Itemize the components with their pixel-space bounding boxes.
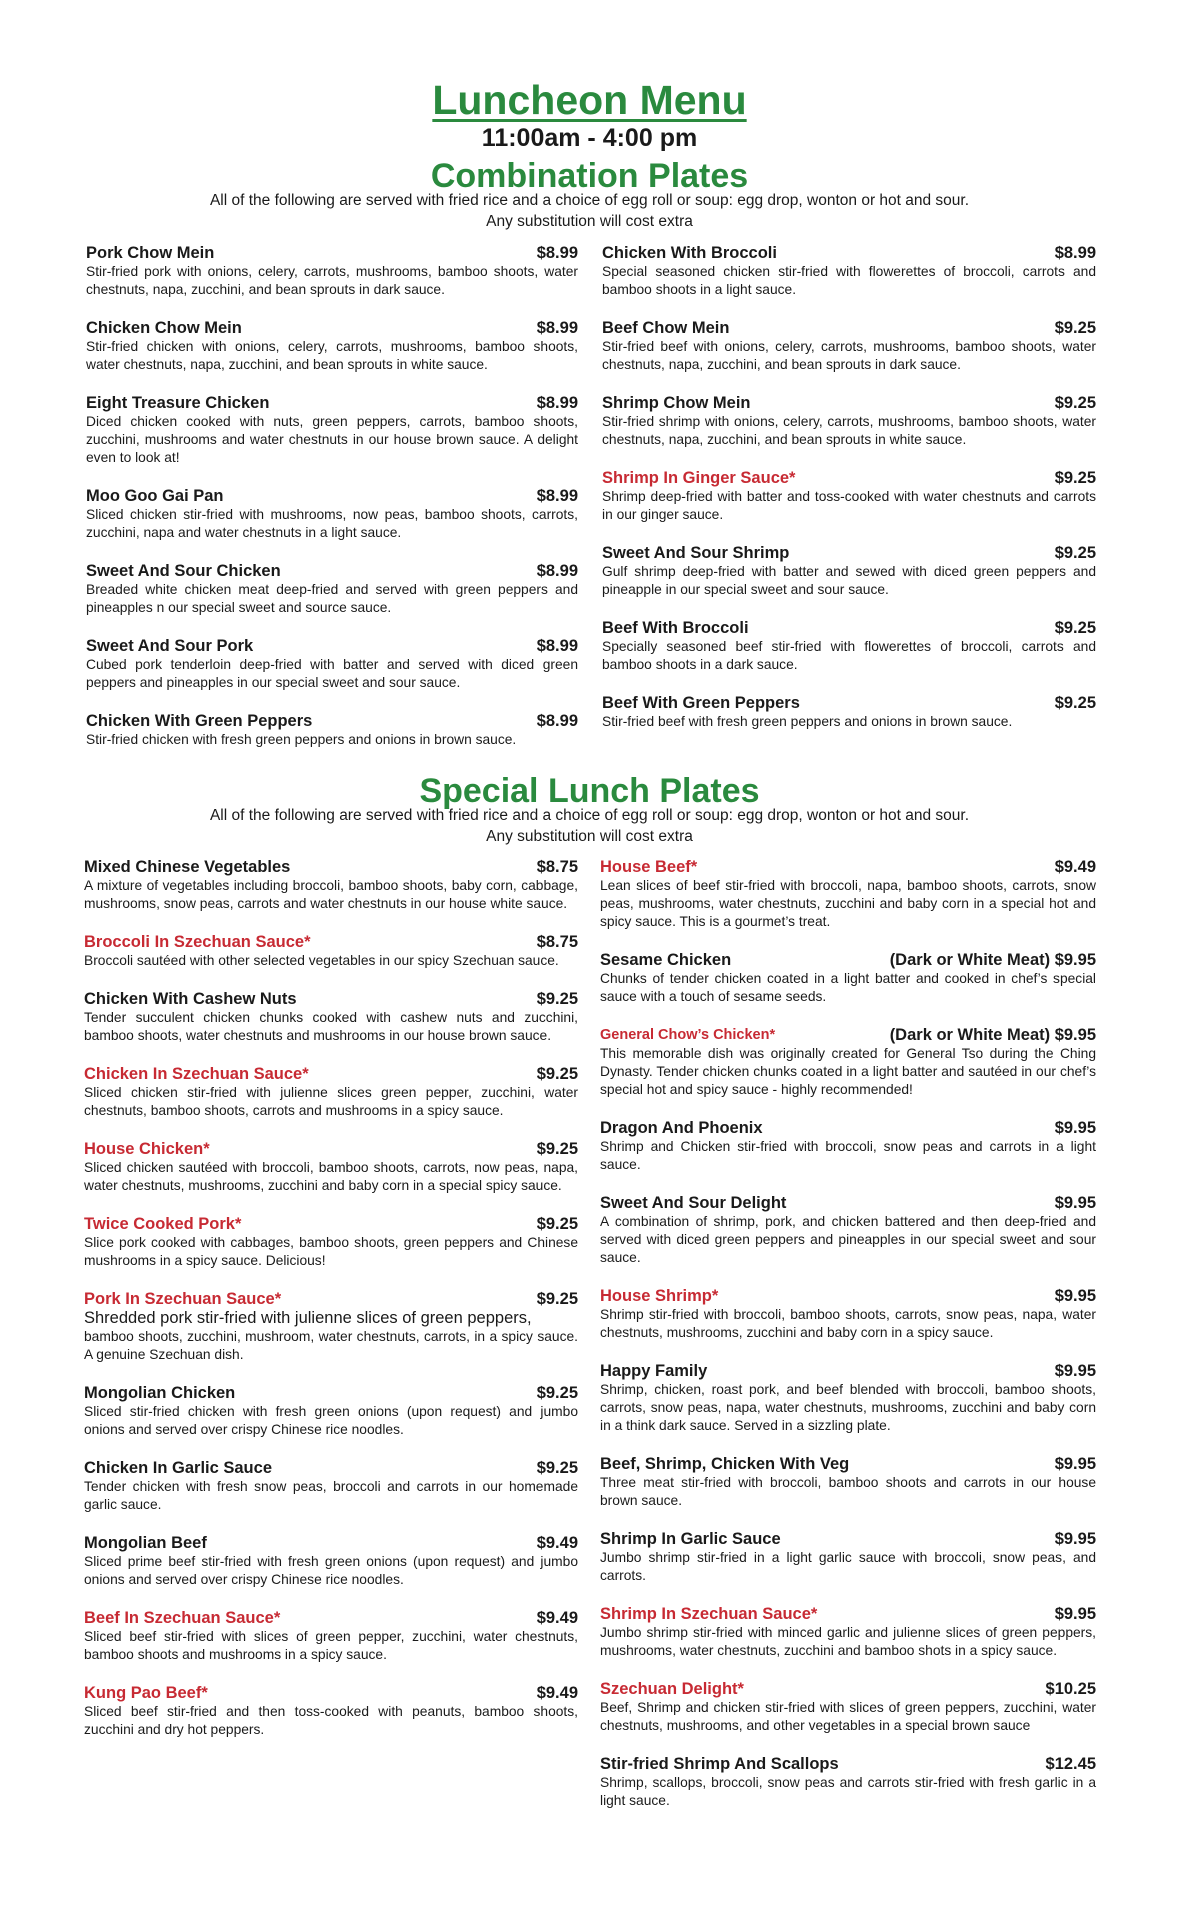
menu-item-price: $9.49 xyxy=(1054,858,1096,876)
menu-item-header xyxy=(602,394,1096,413)
menu-item-price: $8.99 xyxy=(536,319,578,337)
menu-item-header xyxy=(84,858,578,877)
page-title: Luncheon Menu xyxy=(432,77,747,123)
menu-item-price: $9.49 xyxy=(536,1609,578,1627)
menu-item xyxy=(602,544,1096,599)
menu-item-description: Stir-fried shrimp with onions, celery, carrots, mushrooms, bamboo shoots, water chestnuts, napa, zucchini, and bean sprouts in white sauce. xyxy=(602,414,1096,447)
menu-item-description: Shrimp, chicken, roast pork, and beef blended with broccoli, bamboo shoots, carrots, snow peas, napa, water chestnuts, mushrooms, zucchini and baby corn in a think dark sauce. Served in a sizzling plate. xyxy=(600,1382,1096,1433)
menu-item-description: bamboo shoots, zucchini, mushroom, water chestnuts, carrots, in a spicy sauce. A genuine Szechuan dish. xyxy=(84,1329,578,1362)
menu-item-description: Sliced chicken stir-fried with mushrooms, now peas, bamboo shoots, carrots, zucchini, napa and water chestnuts in a light sauce. xyxy=(86,507,578,540)
menu-item-price: $9.95 xyxy=(1054,1605,1096,1623)
menu-item-name: Moo Goo Gai Pan xyxy=(86,487,224,505)
menu-item xyxy=(84,1609,578,1664)
menu-item-header xyxy=(600,1026,1096,1045)
menu-item-header xyxy=(600,1605,1096,1624)
menu-item-description: Stir-fried beef with fresh green peppers and onions in brown sauce. xyxy=(602,714,1013,729)
menu-item-description: Shrimp stir-fried with broccoli, bamboo shoots, carrots, snow peas, napa, water chestnuts, mushrooms, zucchini and baby corn in a spicy sauce. xyxy=(600,1307,1096,1340)
menu-item-name: Chicken With Broccoli xyxy=(602,244,777,262)
menu-item-header xyxy=(84,1065,578,1084)
menu-item-name: Chicken In Szechuan Sauce* xyxy=(84,1065,309,1083)
menu-item-price: $9.49 xyxy=(536,1534,578,1552)
menu-item xyxy=(600,1755,1096,1810)
menu-item xyxy=(84,1215,578,1270)
menu-item xyxy=(600,1680,1096,1735)
menu-item-header xyxy=(86,487,578,506)
menu-item-name: Beef With Broccoli xyxy=(602,619,749,637)
menu-item xyxy=(84,990,578,1045)
menu-item-price: $8.99 xyxy=(536,637,578,655)
menu-item-name: Twice Cooked Pork* xyxy=(84,1215,242,1233)
menu-item-name: Chicken In Garlic Sauce xyxy=(84,1459,272,1477)
menu-item xyxy=(600,1194,1096,1267)
menu-item-price: $9.49 xyxy=(536,1684,578,1702)
menu-item-header xyxy=(602,619,1096,638)
special-left-column xyxy=(84,858,578,1759)
menu-item-description: Stir-fried chicken with onions, celery, carrots, mushrooms, bamboo shoots, water chestnuts, napa, zucchini, and bean sprouts in white sauce. xyxy=(86,339,578,372)
menu-item xyxy=(600,951,1096,1006)
menu-item xyxy=(84,858,578,913)
menu-item-price: $9.95 xyxy=(1054,1530,1096,1548)
menu-item-header xyxy=(84,1684,578,1703)
menu-item-description: Gulf shrimp deep-fried with batter and sewed with diced green peppers and pineapple in our special sweet and sour sauce. xyxy=(602,564,1096,597)
menu-item-description: Breaded white chicken meat deep-fried and served with green peppers and pineapples n our special sweet and source sauce. xyxy=(86,582,578,615)
menu-item-header xyxy=(600,1362,1096,1381)
menu-item-price: $9.25 xyxy=(536,1215,578,1233)
menu-item-price: $8.99 xyxy=(1054,244,1096,262)
menu-item-name: Pork Chow Mein xyxy=(86,244,215,262)
menu-item xyxy=(600,1287,1096,1342)
menu-item-price: $9.95 xyxy=(1054,1119,1096,1137)
menu-item-description: Specially seasoned beef stir-fried with flowerettes of broccoli, carrots and bamboo shoots in a dark sauce. xyxy=(602,639,1096,672)
menu-item-header xyxy=(84,990,578,1009)
menu-item xyxy=(84,1684,578,1739)
menu-item-price: $8.99 xyxy=(536,712,578,730)
menu-item-price: $8.75 xyxy=(536,933,578,951)
combination-substitution-note: Any substitution will cost extra xyxy=(486,213,693,230)
menu-item-price: $9.95 xyxy=(1054,1455,1096,1473)
menu-item-price: $9.25 xyxy=(536,1459,578,1477)
menu-item-description: Stir-fried pork with onions, celery, carrots, mushrooms, bamboo shoots, water chestnuts, napa, zucchini, and bean sprouts in dark sauce. xyxy=(86,264,578,297)
menu-item-header xyxy=(600,1455,1096,1474)
menu-item-description: Shrimp, scallops, broccoli, snow peas and carrots stir-fried with fresh garlic in a light sauce. xyxy=(600,1775,1096,1808)
menu-item-header xyxy=(84,1609,578,1628)
menu-item xyxy=(600,858,1096,931)
menu-item-header xyxy=(602,544,1096,563)
menu-item-name: Beef Chow Mein xyxy=(602,319,730,337)
menu-item-header xyxy=(84,1459,578,1478)
menu-item xyxy=(600,1362,1096,1435)
menu-item-name: Mixed Chinese Vegetables xyxy=(84,858,291,876)
menu-item-description: Diced chicken cooked with nuts, green peppers, carrots, bamboo shoots, zucchini, mushrooms and water chestnuts in our house brown sauce. A delight even to look at! xyxy=(86,414,578,465)
menu-item-description: Stir-fried beef with onions, celery, carrots, mushrooms, bamboo shoots, water chestnuts, napa, zucchini, and bean sprouts in dark sauce. xyxy=(602,339,1096,372)
menu-item-name: Sweet And Sour Pork xyxy=(86,637,254,655)
menu-item-header xyxy=(86,562,578,581)
menu-item-name: Beef In Szechuan Sauce* xyxy=(84,1609,281,1627)
menu-item-price: $9.25 xyxy=(536,1290,578,1308)
menu-item-price: $12.45 xyxy=(1045,1755,1096,1773)
menu-item xyxy=(86,637,578,692)
menu-item-description: Sliced prime beef stir-fried with fresh green onions (upon request) and jumbo onions and served over crispy Chinese rice noodles. xyxy=(84,1554,578,1587)
menu-item-header xyxy=(600,1530,1096,1549)
special-intro: All of the following are served with fried rice and a choice of egg roll or soup: egg drop, wonton or hot and sour. xyxy=(209,807,970,824)
menu-item-price: $9.25 xyxy=(536,1384,578,1402)
menu-item-name: Eight Treasure Chicken xyxy=(86,394,270,412)
menu-item-description: Cubed pork tenderloin deep-fried with batter and served with diced green peppers and pineapples in our special sweet and sour sauce. xyxy=(86,657,578,690)
menu-item-header xyxy=(86,712,578,731)
menu-item-price: (Dark or White Meat) $9.95 xyxy=(889,951,1096,969)
menu-item-header xyxy=(602,469,1096,488)
menu-item xyxy=(602,319,1096,374)
menu-item-header xyxy=(600,858,1096,877)
menu-item-name: Pork In Szechuan Sauce* xyxy=(84,1290,282,1308)
menu-item xyxy=(600,1605,1096,1660)
menu-item xyxy=(600,1455,1096,1510)
menu-item xyxy=(602,244,1096,299)
menu-item-name: Shrimp In Garlic Sauce xyxy=(600,1530,781,1548)
menu-item-header xyxy=(602,319,1096,338)
menu-item-header xyxy=(84,1290,578,1309)
menu-item-name: Mongolian Chicken xyxy=(84,1384,236,1402)
menu-item xyxy=(84,1140,578,1195)
menu-item-price: $9.25 xyxy=(1054,469,1096,487)
menu-item-description-lead: Shredded pork stir-fried with julienne slices of green peppers, xyxy=(84,1309,532,1327)
menu-item-description: Tender chicken with fresh snow peas, broccoli and carrots in our homemade garlic sauce. xyxy=(84,1479,578,1512)
menu-item-price: $9.25 xyxy=(1054,694,1096,712)
menu-item-header xyxy=(600,1119,1096,1138)
menu-item-description: Broccoli sautéed with other selected vegetables in our spicy Szechuan sauce. xyxy=(84,953,559,968)
menu-item-header xyxy=(86,244,578,263)
menu-item-name: Shrimp In Szechuan Sauce* xyxy=(600,1605,818,1623)
menu-item-price: $9.95 xyxy=(1054,1194,1096,1212)
menu-item-header xyxy=(84,1215,578,1234)
menu-item-header xyxy=(600,1680,1096,1699)
menu-item xyxy=(86,319,578,374)
combination-title: Combination Plates xyxy=(430,157,749,195)
menu-item-description: Tender succulent chicken chunks cooked with cashew nuts and zucchini, bamboo shoots, water chestnuts and mushrooms in our house brown sauce. xyxy=(84,1010,578,1043)
menu-item-name: Sesame Chicken xyxy=(600,951,732,969)
combination-left-column xyxy=(86,244,578,769)
menu-item xyxy=(84,933,578,970)
menu-item-description: Shrimp deep-fried with batter and toss-cooked with water chestnuts and carrots in our ginger sauce. xyxy=(602,489,1096,522)
menu-item xyxy=(600,1119,1096,1174)
menu-item xyxy=(84,1384,578,1439)
menu-item xyxy=(86,712,578,749)
menu-item-name: Happy Family xyxy=(600,1362,708,1380)
menu-item-description: Chunks of tender chicken coated in a light batter and cooked in chef’s special sauce with a touch of sesame seeds. xyxy=(600,971,1096,1004)
menu-item xyxy=(84,1459,578,1514)
menu-item-description: Stir-fried chicken with fresh green peppers and onions in brown sauce. xyxy=(86,732,517,747)
menu-item-price: $9.95 xyxy=(1054,1362,1096,1380)
menu-item-name: Chicken Chow Mein xyxy=(86,319,242,337)
menu-item-description: Sliced chicken sautéed with broccoli, bamboo shoots, carrots, now peas, napa, water chestnuts, mushrooms, zucchini and baby corn in a special spicy sauce. xyxy=(84,1160,578,1193)
menu-item-name: Sweet And Sour Chicken xyxy=(86,562,281,580)
menu-item-description: A combination of shrimp, pork, and chicken battered and then deep-fried and served with diced green peppers and pineapples in our special sweet and sour sauce. xyxy=(600,1214,1096,1265)
menu-item-name: Shrimp Chow Mein xyxy=(602,394,751,412)
menu-item-price: $9.25 xyxy=(536,990,578,1008)
menu-item-description: Jumbo shrimp stir-fried with minced garlic and julienne slices of green peppers, mushrooms, water chestnuts, zucchini and bamboo shots in a spicy sauce. xyxy=(600,1625,1096,1658)
menu-item xyxy=(602,394,1096,449)
combination-intro: All of the following are served with fried rice and a choice of egg roll or soup: egg drop, wonton or hot and sour. xyxy=(209,192,970,209)
menu-item-price: $8.99 xyxy=(536,562,578,580)
menu-item-name: Beef With Green Peppers xyxy=(602,694,800,712)
menu-item-name: Chicken With Cashew Nuts xyxy=(84,990,297,1008)
menu-item-header xyxy=(84,1140,578,1159)
menu-item-header xyxy=(84,1384,578,1403)
menu-item-header xyxy=(602,244,1096,263)
menu-item xyxy=(600,1026,1096,1099)
menu-item-description: A mixture of vegetables including broccoli, bamboo shoots, baby corn, cabbage, mushrooms, snow peas, carrots and water chestnuts in our house white sauce. xyxy=(84,878,578,911)
menu-item-name: Stir-fried Shrimp And Scallops xyxy=(600,1755,839,1773)
menu-item-name: Shrimp In Ginger Sauce* xyxy=(602,469,796,487)
menu-item-price: (Dark or White Meat) $9.95 xyxy=(889,1026,1096,1044)
menu-item-name: Sweet And Sour Shrimp xyxy=(602,544,790,562)
combination-right-column xyxy=(602,244,1096,751)
menu-item xyxy=(600,1530,1096,1585)
menu-item-price: $9.25 xyxy=(536,1140,578,1158)
menu-item-price: $8.99 xyxy=(536,394,578,412)
special-title: Special Lunch Plates xyxy=(419,772,760,810)
menu-item-price: $8.99 xyxy=(536,244,578,262)
menu-item-header xyxy=(84,933,578,952)
menu-item-price: $9.25 xyxy=(1054,394,1096,412)
menu-item-price: $9.95 xyxy=(1054,1287,1096,1305)
menu-item-header xyxy=(600,1194,1096,1213)
menu-item-name: Dragon And Phoenix xyxy=(600,1119,763,1137)
menu-item xyxy=(86,394,578,467)
menu-item-header xyxy=(86,637,578,656)
menu-item-description: Lean slices of beef stir-fried with broccoli, napa, bamboo shoots, carrots, snow peas, mushrooms, water chestnuts, zucchini and baby corn in a special hot and spicy sauce. This is a gourmet’s treat. xyxy=(600,878,1096,929)
menu-item-header xyxy=(600,1755,1096,1774)
menu-item-price: $8.75 xyxy=(536,858,578,876)
menu-item-description: Sliced chicken stir-fried with julienne slices green pepper, zucchini, water chestnuts, bamboo shoots, carrots and mushrooms in a spicy sauce. xyxy=(84,1085,578,1118)
menu-item-price: $9.25 xyxy=(1054,619,1096,637)
menu-item xyxy=(602,469,1096,524)
menu-item-name: House Shrimp* xyxy=(600,1287,719,1305)
lunch-hours: 11:00am - 4:00 pm xyxy=(481,124,698,152)
menu-item-header xyxy=(600,951,1096,970)
menu-item-header xyxy=(86,394,578,413)
menu-item xyxy=(84,1534,578,1589)
menu-item-name: Chicken With Green Peppers xyxy=(86,712,313,730)
menu-item-name: Sweet And Sour Delight xyxy=(600,1194,787,1212)
menu-item-header xyxy=(602,694,1096,713)
menu-item-name: Beef, Shrimp, Chicken With Veg xyxy=(600,1455,850,1473)
menu-item-name: House Beef* xyxy=(600,858,698,876)
menu-item-price: $9.25 xyxy=(536,1065,578,1083)
menu-item-description: This memorable dish was originally created for General Tso during the Ching Dynasty. Tender chicken chunks coated in a light batter and sautéed in our chef’s special hot and spicy sauce - highly recommended! xyxy=(600,1046,1096,1097)
menu-item xyxy=(86,562,578,617)
menu-item-name: House Chicken* xyxy=(84,1140,210,1158)
menu-item-description: Jumbo shrimp stir-fried in a light garlic sauce with broccoli, snow peas, and carrots. xyxy=(600,1550,1096,1583)
menu-item xyxy=(602,619,1096,674)
menu-item-price: $9.25 xyxy=(1054,319,1096,337)
menu-item-name: Mongolian Beef xyxy=(84,1534,207,1552)
menu-item-description: Sliced beef stir-fried with slices of green pepper, zucchini, water chestnuts, bamboo shoots and mushrooms in a spicy sauce. xyxy=(84,1629,578,1662)
menu-item-description: Sliced stir-fried chicken with fresh green onions (upon request) and jumbo onions and served over crispy Chinese rice noodles. xyxy=(84,1404,578,1437)
menu-item-price: $9.25 xyxy=(1054,544,1096,562)
menu-item-name: Kung Pao Beef* xyxy=(84,1684,208,1702)
menu-item-description: Three meat stir-fried with broccoli, bamboo shoots and carrots in our house brown sauce. xyxy=(600,1475,1096,1508)
menu-item-name: Broccoli In Szechuan Sauce* xyxy=(84,933,311,951)
menu-item-description: Special seasoned chicken stir-fried with flowerettes of broccoli, carrots and bamboo shoots in a light sauce. xyxy=(602,264,1096,297)
menu-item xyxy=(602,694,1096,731)
menu-item-name: Szechuan Delight* xyxy=(600,1680,744,1698)
menu-item-description: Beef, Shrimp and chicken stir-fried with slices of green peppers, zucchini, water chestnuts, mushrooms, and other vegetables in a special brown sauce xyxy=(600,1700,1096,1733)
menu-item-description: Slice pork cooked with cabbages, bamboo shoots, green peppers and Chinese mushrooms in a spicy sauce. Delicious! xyxy=(84,1235,578,1268)
menu-item xyxy=(84,1065,578,1120)
special-right-column xyxy=(600,858,1096,1830)
menu-item-header xyxy=(86,319,578,338)
menu-item-name: General Chow’s Chicken* xyxy=(600,1027,776,1043)
menu-item-header xyxy=(600,1287,1096,1306)
menu-item-header xyxy=(84,1534,578,1553)
menu-item-price: $10.25 xyxy=(1045,1680,1096,1698)
menu-item xyxy=(86,487,578,542)
special-substitution-note: Any substitution will cost extra xyxy=(486,828,693,845)
menu-item xyxy=(86,244,578,299)
menu-item xyxy=(84,1290,578,1364)
menu-item-description: Sliced beef stir-fried and then toss-cooked with peanuts, bamboo shoots, zucchini and dry hot peppers. xyxy=(84,1704,578,1737)
menu-item-description: Shrimp and Chicken stir-fried with broccoli, snow peas and carrots in a light sauce. xyxy=(600,1139,1096,1172)
menu-item-price: $8.99 xyxy=(536,487,578,505)
